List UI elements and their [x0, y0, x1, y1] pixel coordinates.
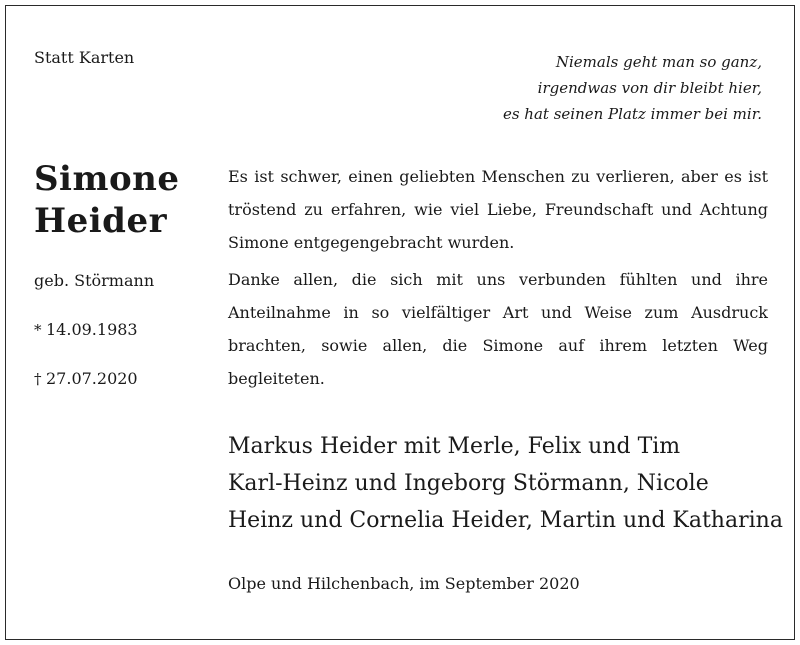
- birth-date-line: [34, 317, 154, 343]
- obituary-card: [5, 5, 795, 640]
- death-date: 27.07.2020: [46, 369, 138, 388]
- place-date: Olpe und Hilchenbach, im September 2020: [228, 574, 580, 593]
- message-paragraph: Es ist schwer, einen geliebten Menschen zu verlieren, aber es ist tröstend zu erfahren, wie viel Liebe, Freundschaft und Achtung Simone entgegengebracht wurden.: [228, 167, 768, 252]
- death-date-line: [34, 366, 154, 392]
- poem: [402, 49, 762, 127]
- poem-line: Niemals geht man so ganz,: [555, 53, 762, 71]
- heading-statt-karten: Statt Karten: [34, 48, 135, 67]
- birth-symbol: *: [34, 321, 42, 339]
- family-signatures: [228, 428, 788, 539]
- message-paragraph: Danke allen, die sich mit uns verbunden fühlten und ihre Anteilnahme in so vielfältiger Art und Weise zum Ausdruck brachten, sowie allen, die Simone auf ihrem letzten Weg begleiteten.: [228, 270, 768, 388]
- birth-name: geb. Störmann: [34, 271, 155, 290]
- last-name: Heider: [34, 201, 167, 241]
- poem-line: es hat seinen Platz immer bei mir.: [502, 105, 762, 123]
- family-line: Karl-Heinz und Ingeborg Störmann, Nicole: [228, 471, 709, 496]
- cross-icon: †: [34, 370, 42, 388]
- first-name: Simone: [34, 159, 180, 199]
- life-dates: [34, 268, 154, 415]
- poem-line: irgendwas von dir bleibt hier,: [537, 79, 762, 97]
- family-line: Heinz und Cornelia Heider, Martin und Katharina: [228, 508, 783, 533]
- message-text: [228, 160, 768, 399]
- family-line: Markus Heider mit Merle, Felix und Tim: [228, 434, 681, 459]
- birth-date: 14.09.1983: [46, 320, 138, 339]
- deceased-name: [34, 158, 204, 242]
